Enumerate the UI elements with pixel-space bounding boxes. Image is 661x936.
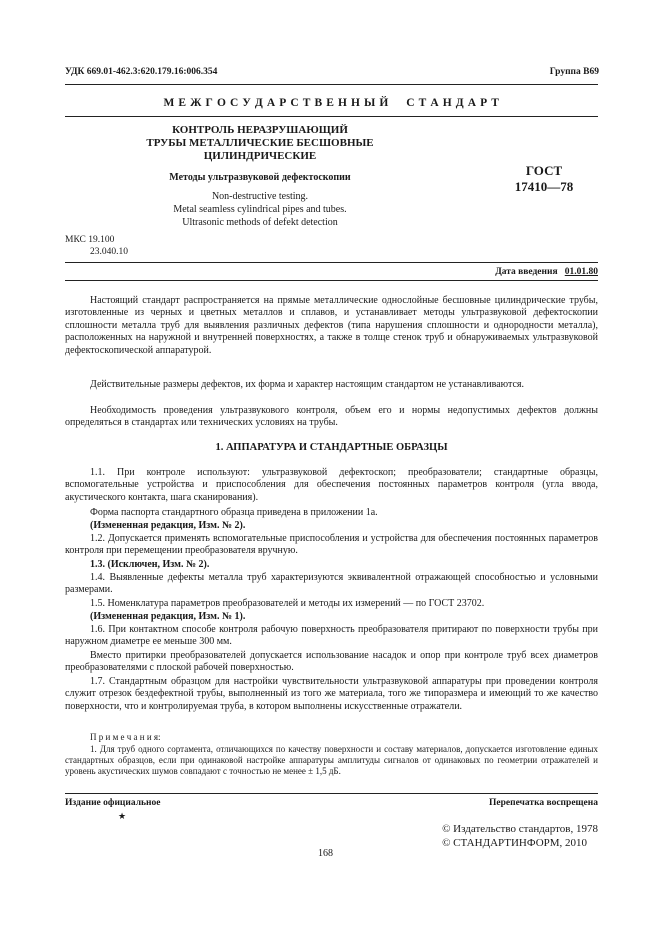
title-line-1: КОНТРОЛЬ НЕРАЗРУШАЮЩИЙ bbox=[172, 124, 348, 136]
udk-code: УДК 669.01-462.3:620.179.16:006.354 bbox=[65, 67, 218, 77]
footer-rule bbox=[65, 793, 598, 794]
intro-paragraph-2: Действительные размеры дефектов, их форма и характер настоящим стандартом не устанавливаются. bbox=[90, 379, 525, 390]
english-title-line-1: Non-destructive testing. bbox=[211, 191, 309, 202]
star-mark: ★ bbox=[118, 811, 127, 821]
banner-rule bbox=[65, 116, 598, 117]
copyright-block bbox=[442, 822, 598, 850]
revision-note-1: (Измененная редакция, Изм. № 2). bbox=[90, 520, 246, 531]
date-top-rule bbox=[65, 262, 598, 263]
document-subtitle: Методы ультразвуковой дефектоскопии bbox=[169, 172, 351, 183]
official-edition: Издание официальное bbox=[65, 798, 161, 808]
page-number: 168 bbox=[318, 848, 333, 859]
clause-1-2: 1.2. Допускается применять вспомогательные приспособления и устройства для обеспечения постоянных параметров контроля при перемещении преобразователя вручную. bbox=[65, 533, 598, 557]
title-line-3: ЦИЛИНДРИЧЕСКИЕ bbox=[203, 150, 317, 162]
standard-banner: М Е Ж Г О С У Д А Р С Т В Е Н Н Ы Й С Т А Н Д А Р Т bbox=[163, 97, 500, 109]
title-line-2: ТРУБЫ МЕТАЛЛИЧЕСКИЕ БЕСШОВНЫЕ bbox=[146, 137, 374, 149]
introduction-date bbox=[495, 266, 598, 279]
document-title bbox=[120, 124, 400, 163]
english-title-line-3: Ultrasonic methods of defekt detection bbox=[182, 217, 338, 228]
clause-1-1-passport: Форма паспорта стандартного образца приведена в приложении 1а. bbox=[90, 507, 378, 518]
gost-number: 17410—78 bbox=[514, 179, 574, 194]
notes-label: П р и м е ч а н и я: bbox=[90, 732, 161, 742]
top-rule bbox=[65, 84, 598, 85]
intro-date-value: 01.01.80 bbox=[564, 267, 598, 277]
clause-1-6: 1.6. При контактном способе контроля рабочую поверхность преобразователя притирают по поверхности трубы при наружном диаметре ее меньше 300 мм. bbox=[65, 624, 598, 648]
copyright-2010: © СТАНДАРТИНФОРМ, 2010 bbox=[442, 837, 588, 849]
english-title-line-2: Metal seamless cylindrical pipes and tubes. bbox=[173, 204, 347, 215]
clause-1-5: 1.5. Номенклатура параметров преобразователей и методы их измерений — по ГОСТ 23702. bbox=[90, 598, 485, 609]
clause-1-3: 1.3. (Исключен, Изм. № 2). bbox=[90, 559, 210, 570]
intro-paragraph-3: Необходимость проведения ультразвукового контроля, объем его и нормы недопустимых дефектов должны определяться в стандартах или технических условиях на трубы. bbox=[65, 405, 598, 429]
intro-paragraph-1: Настоящий стандарт распространяется на прямые металлические однослойные бесшовные цилиндрические трубы, изготовленные из черных и цветных металлов и сплавов, и устанавливает методы ультразвуковой дефектоскопии сплошности металла труб для выявления различных дефектов (типа нарушения сплошности и однородности металла), расположенных на наружной и внутренней поверхностях, а также в толще стенок труб и обнаруживаемых ультразвуковой дефектоскопической аппаратурой. bbox=[65, 295, 598, 356]
date-bottom-rule bbox=[65, 280, 598, 281]
clause-1-6-alternative: Вместо притирки преобразователей допускается использование насадок и опор при контроле труб всех диаметров преобразователями с плоской рабочей поверхностью. bbox=[65, 650, 598, 674]
note-1: 1. Для труб одного сортамента, отличающихся по качеству поверхности и составу материалов, допускается изготовление единых стандартных образцов, если при одинаковой настройке аппаратуры амплитуды сигналов от одинаковых по геометрии отражателей и уровень акустических шумов совпадают с точностью не менее ± 1,5 дБ. bbox=[65, 744, 598, 777]
group-code: Группа В69 bbox=[549, 67, 599, 77]
copyright-1978: © Издательство стандартов, 1978 bbox=[442, 823, 598, 835]
gost-designation bbox=[490, 163, 598, 195]
reprint-forbidden: Перепечатка воспрещена bbox=[488, 798, 598, 808]
intro-date-label: Дата введения bbox=[495, 267, 558, 277]
english-title bbox=[120, 190, 400, 229]
revision-note-2: (Измененная редакция, Изм. № 1). bbox=[90, 611, 246, 622]
clause-1-7: 1.7. Стандартным образцом для настройки чувствительности ультразвуковой аппаратуры при проведении контроля служит отрезок бездефектной трубы, выполненный из того же материала, того же типоразмера и имеющий то же качество поверхности, что и контролируемая труба, в котором выполнены искусственные отражатели. bbox=[65, 676, 598, 712]
clause-1-1: 1.1. При контроле используют: ультразвуковой дефектоскоп; преобразователи; стандартные образцы, вспомогательные устройства и приспособления для обеспечения постоянных параметров контроля (угла ввода, акустического контакта, шага сканирования). bbox=[65, 467, 598, 503]
mks-code-2: 23.040.10 bbox=[90, 247, 128, 257]
gost-label: ГОСТ bbox=[525, 163, 563, 178]
clause-1-4: 1.4. Выявленные дефекты металла труб характеризуются эквивалентной отражающей способностью и условными размерами. bbox=[65, 572, 598, 596]
section-heading: 1. АППАРАТУРА И СТАНДАРТНЫЕ ОБРАЗЦЫ bbox=[215, 442, 448, 453]
mks-code: МКС 19.100 bbox=[65, 235, 115, 245]
